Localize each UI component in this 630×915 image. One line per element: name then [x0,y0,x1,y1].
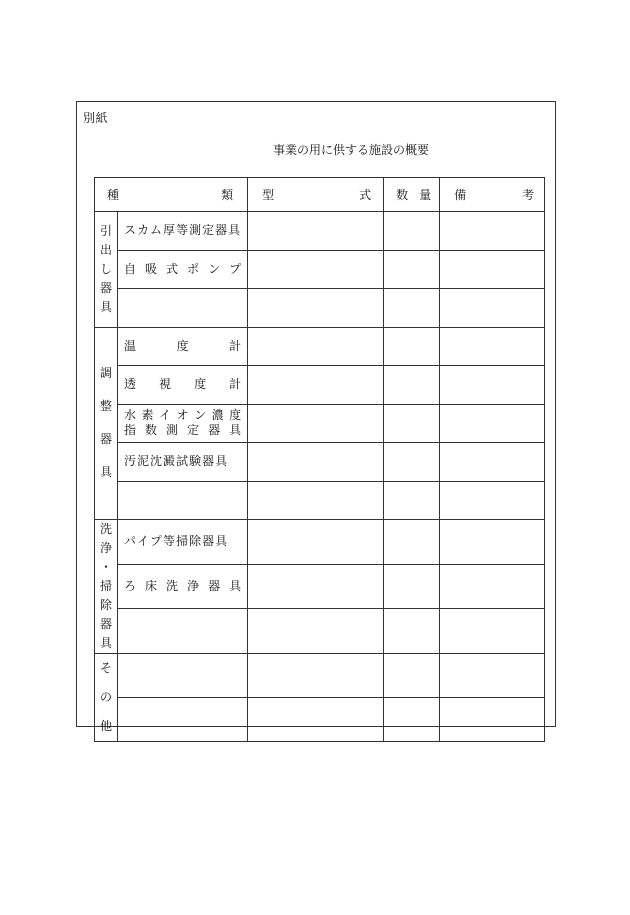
item-name-char: 度 [176,338,189,353]
item-name-char: 器 [202,454,216,469]
remarks-cell [440,443,545,482]
category-label-char: 整 [99,399,112,414]
model-cell [248,327,384,366]
item-name-char: 具 [215,534,229,549]
model-cell [248,481,384,520]
item-name-char: 吸 [145,261,158,276]
document-title: 事業の用に供する施設の概要 [272,143,429,157]
header-kind-char-1: 種 [107,188,120,202]
table-row [95,609,545,654]
header-kind-char-2: 類 [221,188,234,202]
item-name-line [124,408,241,423]
header-kind [95,178,248,212]
item-name-char: 測 [166,423,179,438]
remarks-cell [440,404,545,443]
category-label-char: 他 [99,719,112,733]
header-quantity-char-2: 量 [419,188,432,202]
item-name-char: 透 [124,377,137,392]
item-name-char: 計 [229,377,242,392]
table-row [95,327,545,366]
item-name-char: 計 [229,338,242,353]
header-remarks-char-2: 考 [522,188,535,202]
item-name-char: 器 [215,223,229,238]
model-cell [248,212,384,251]
quantity-cell [384,366,440,405]
header-model [248,178,384,212]
item-name-char: プ [229,261,242,276]
table-row [95,443,545,482]
model-cell [248,404,384,443]
category-label-char: そ [99,661,112,675]
category-label-char: 器 [99,280,112,295]
item-name-line [124,534,241,549]
header-quantity-char-1: 数 [396,188,409,202]
category-label-char: 器 [99,617,112,631]
quantity-cell [384,520,440,565]
category-label [95,520,118,654]
quantity-cell [384,481,440,520]
quantity-cell [384,609,440,654]
table-row [95,698,545,742]
model-cell [248,250,384,289]
item-name-char: 水 [124,408,137,423]
category-label-char: 調 [99,366,112,381]
category-label-char: 具 [99,465,112,480]
item-name-char: 温 [124,338,137,353]
item-name-char: 数 [145,423,158,438]
item-name-line [124,262,241,277]
category-label-char: 器 [99,432,112,447]
header-remarks [440,178,545,212]
item-name-char: 沈 [150,454,164,469]
table-row [95,520,545,565]
item-name-cell [118,443,248,482]
model-cell [248,654,384,698]
item-name-char: 掃 [176,534,190,549]
item-name-cell [118,366,248,405]
item-name-char: 厚 [163,223,177,238]
category-label-char: 出 [99,242,112,257]
quantity-cell [384,654,440,698]
item-name-char: 浄 [187,578,200,593]
category-label-char: 具 [99,636,112,650]
category-label-char: し [99,261,112,276]
item-name-char: 視 [159,377,172,392]
item-name-cell [118,481,248,520]
item-name-line [124,454,241,469]
remarks-cell [440,654,545,698]
quantity-cell [384,443,440,482]
model-cell [248,609,384,654]
item-name-char: 汚 [124,454,138,469]
item-name-char: 床 [145,578,158,593]
category-label [95,212,118,328]
remarks-cell [440,698,545,742]
item-name-line [124,223,241,238]
remarks-cell [440,289,545,328]
item-name-char: 澱 [163,454,177,469]
item-name-char: ン [194,408,207,423]
quantity-cell [384,289,440,328]
remarks-cell [440,564,545,609]
model-cell [248,443,384,482]
table-row [95,212,545,251]
item-name-cell [118,564,248,609]
item-name-char: プ [150,534,164,549]
item-name-char: 泥 [137,454,151,469]
model-cell [248,366,384,405]
item-name-char: カ [137,223,151,238]
table-row [95,564,545,609]
model-cell [248,289,384,328]
item-name-char: 指 [124,423,137,438]
item-name-char: 試 [176,454,190,469]
header-model-char-2: 式 [359,188,372,202]
category-label-char: ・ [99,560,112,574]
remarks-cell [440,366,545,405]
model-cell [248,520,384,565]
item-name-cell [118,698,248,742]
item-name-cell [118,404,248,443]
facility-table [94,177,545,742]
item-name-char: 素 [141,408,154,423]
category-label [95,654,118,742]
category-label-char: 引 [99,223,112,238]
table-row [95,404,545,443]
table-body [95,212,545,742]
item-name-char: パ [124,534,138,549]
model-cell [248,564,384,609]
category-label-char: 除 [99,598,112,612]
item-name-line [124,579,241,594]
item-name-cell [118,520,248,565]
item-name-cell [118,250,248,289]
quantity-cell [384,404,440,443]
item-name-char: オ [176,408,189,423]
table-row [95,654,545,698]
header-remarks-char-1: 備 [454,188,467,202]
document-frame [76,101,556,733]
item-name-char: 自 [124,261,137,276]
item-name-char: 度 [229,408,242,423]
item-name-char: 度 [194,377,207,392]
item-name-line [124,339,241,354]
item-name-char: 定 [202,223,216,238]
item-name-char: 器 [202,534,216,549]
item-name-char: 等 [176,223,190,238]
item-name-cell [118,212,248,251]
header-row [95,178,545,212]
model-cell [248,698,384,742]
item-name-cell [118,327,248,366]
category-label-char: 掃 [99,579,112,593]
item-name-char: ン [208,261,221,276]
item-name-char: 器 [208,578,221,593]
item-name-char: 具 [229,578,242,593]
remarks-cell [440,327,545,366]
category-label [95,327,118,520]
table-row [95,481,545,520]
item-name-char: イ [159,408,172,423]
item-name-char: ポ [187,261,200,276]
item-name-char: ろ [124,578,137,593]
item-name-cell [118,654,248,698]
item-name-char: 験 [189,454,203,469]
item-name-char: 濃 [211,408,224,423]
item-name-char: 等 [163,534,177,549]
remarks-cell [440,481,545,520]
remarks-cell [440,520,545,565]
item-name-char: 洗 [166,578,179,593]
remarks-cell [440,250,545,289]
item-name-char: 具 [215,454,229,469]
category-label-char: の [99,690,112,704]
item-name-char: イ [137,534,151,549]
item-name-char: ム [150,223,164,238]
category-label-char: 洗 [99,522,112,536]
item-name-char: 具 [228,223,242,238]
remarks-cell [440,609,545,654]
header-quantity [384,178,440,212]
table-row [95,366,545,405]
quantity-cell [384,564,440,609]
table-row [95,289,545,328]
quantity-cell [384,250,440,289]
item-name-cell [118,289,248,328]
item-name-char: ス [124,223,138,238]
category-label-char: 具 [99,299,112,314]
item-name-char: 測 [189,223,203,238]
header-model-char-1: 型 [262,188,275,202]
remarks-cell [440,212,545,251]
category-label-char: 浄 [99,541,112,555]
quantity-cell [384,327,440,366]
annex-label: 別紙 [83,111,109,125]
item-name-line [124,377,241,392]
quantity-cell [384,698,440,742]
item-name-char: 具 [229,423,242,438]
item-name-char: 式 [166,261,179,276]
item-name-char: 定 [187,423,200,438]
item-name-line [124,423,241,438]
item-name-char: 器 [208,423,221,438]
table-row [95,250,545,289]
item-name-char: 除 [189,534,203,549]
quantity-cell [384,212,440,251]
item-name-cell [118,609,248,654]
